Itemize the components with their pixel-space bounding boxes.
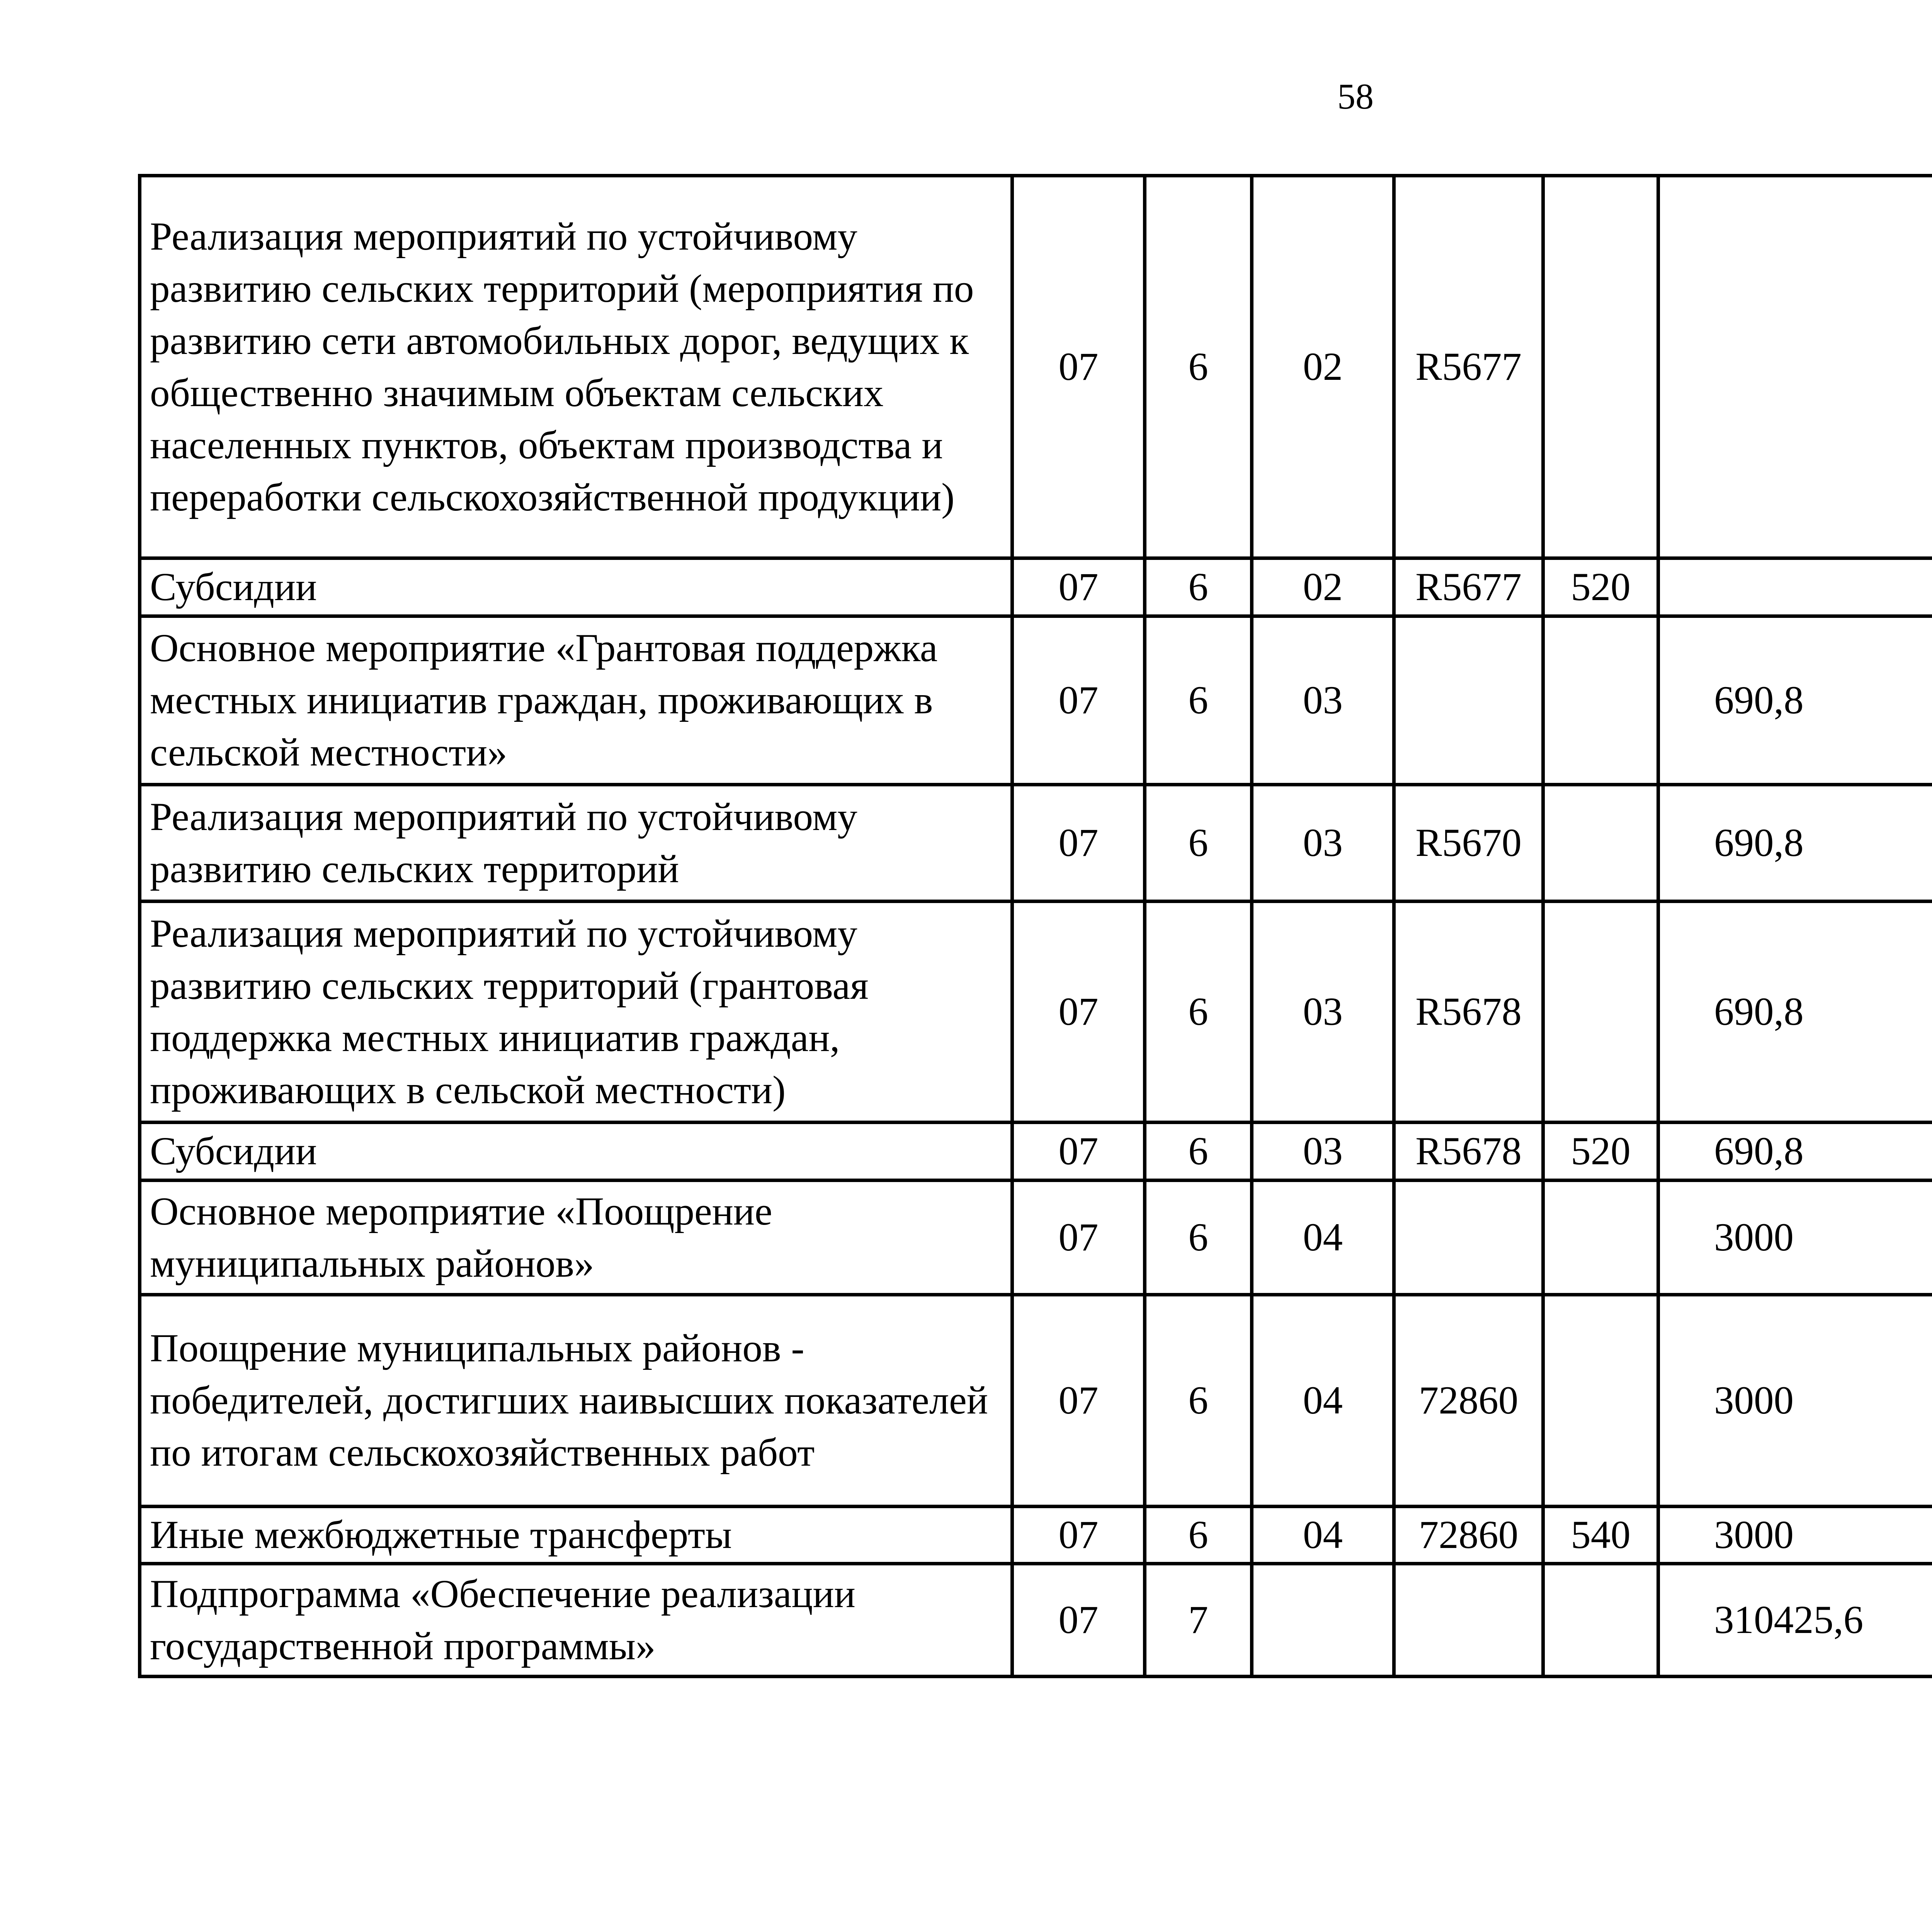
amount-1: 3000 xyxy=(1658,1180,1932,1295)
table-row xyxy=(140,1123,1932,1180)
table-row xyxy=(140,1507,1932,1564)
code-subprogram: 03 xyxy=(1252,1123,1394,1180)
code-program: 6 xyxy=(1145,616,1252,785)
amount-1: 690,8 xyxy=(1658,785,1932,902)
code-section: 07 xyxy=(1012,176,1145,558)
table-row xyxy=(140,902,1932,1123)
code-expense-type: 520 xyxy=(1543,1123,1658,1180)
code-section: 07 xyxy=(1012,1295,1145,1507)
code-program: 6 xyxy=(1145,1295,1252,1507)
code-target: R5678 xyxy=(1394,1123,1543,1180)
code-section: 07 xyxy=(1012,616,1145,785)
amount-1: 690,8 xyxy=(1658,902,1932,1123)
amount-1 xyxy=(1658,558,1932,616)
code-program: 6 xyxy=(1145,1180,1252,1295)
code-target xyxy=(1394,616,1543,785)
code-subprogram: 02 xyxy=(1252,176,1394,558)
table-row xyxy=(140,558,1932,616)
code-target: 72860 xyxy=(1394,1295,1543,1507)
code-expense-type xyxy=(1543,902,1658,1123)
code-program: 6 xyxy=(1145,176,1252,558)
code-section: 07 xyxy=(1012,1180,1145,1295)
amount-1: 310425,6 xyxy=(1658,1564,1932,1677)
code-program: 6 xyxy=(1145,558,1252,616)
amount-1: 690,8 xyxy=(1658,616,1932,785)
code-expense-type xyxy=(1543,1180,1658,1295)
row-name: Поощрение муниципальных районов - победителей, достигших наивысших показателей по итогам сельскохозяйственных работ xyxy=(140,1295,1012,1507)
code-section: 07 xyxy=(1012,1123,1145,1180)
code-expense-type: 520 xyxy=(1543,558,1658,616)
code-target: 72860 xyxy=(1394,1507,1543,1564)
code-subprogram: 04 xyxy=(1252,1507,1394,1564)
code-subprogram: 03 xyxy=(1252,616,1394,785)
code-program: 6 xyxy=(1145,1507,1252,1564)
code-program: 6 xyxy=(1145,785,1252,902)
code-program: 7 xyxy=(1145,1564,1252,1677)
code-expense-type xyxy=(1543,785,1658,902)
amount-1: 3000 xyxy=(1658,1507,1932,1564)
code-program: 6 xyxy=(1145,902,1252,1123)
code-subprogram: 04 xyxy=(1252,1295,1394,1507)
code-target: R5678 xyxy=(1394,902,1543,1123)
code-program: 6 xyxy=(1145,1123,1252,1180)
code-target: R5677 xyxy=(1394,176,1543,558)
code-expense-type xyxy=(1543,616,1658,785)
row-name: Иные межбюджетные трансферты xyxy=(140,1507,1012,1564)
code-expense-type xyxy=(1543,176,1658,558)
row-name: Подпрограмма «Обеспечение реализации государственной программы» xyxy=(140,1564,1012,1677)
code-expense-type xyxy=(1543,1564,1658,1677)
code-subprogram: 04 xyxy=(1252,1180,1394,1295)
code-subprogram: 03 xyxy=(1252,902,1394,1123)
amount-1: 3000 xyxy=(1658,1295,1932,1507)
code-subprogram xyxy=(1252,1564,1394,1677)
code-section: 07 xyxy=(1012,785,1145,902)
table-row xyxy=(140,1295,1932,1507)
code-expense-type: 540 xyxy=(1543,1507,1658,1564)
code-target xyxy=(1394,1564,1543,1677)
budget-table xyxy=(138,174,1932,1678)
code-target xyxy=(1394,1180,1543,1295)
code-target: R5677 xyxy=(1394,558,1543,616)
table-row xyxy=(140,1180,1932,1295)
code-target: R5670 xyxy=(1394,785,1543,902)
amount-1 xyxy=(1658,176,1932,558)
table-row xyxy=(140,1564,1932,1677)
row-name: Основное мероприятие «Грантовая поддержка местных инициатив граждан, проживающих в сельской местности» xyxy=(140,616,1012,785)
code-section: 07 xyxy=(1012,1564,1145,1677)
code-section: 07 xyxy=(1012,558,1145,616)
table-row xyxy=(140,785,1932,902)
table-row xyxy=(140,176,1932,558)
table-row xyxy=(140,616,1932,785)
row-name: Реализация мероприятий по устойчивому развитию сельских территорий (мероприятия по развитию сети автомобильных дорог, ведущих к общественно значимым объектам сельских населенных пунктов, объектам производства и переработки сельскохозяйственной продукции) xyxy=(140,176,1012,558)
row-name: Реализация мероприятий по устойчивому развитию сельских территорий xyxy=(140,785,1012,902)
page-number: 58 xyxy=(1337,77,1374,117)
code-subprogram: 02 xyxy=(1252,558,1394,616)
code-section: 07 xyxy=(1012,1507,1145,1564)
code-expense-type xyxy=(1543,1295,1658,1507)
row-name: Субсидии xyxy=(140,558,1012,616)
row-name: Основное мероприятие «Поощрение муниципальных районов» xyxy=(140,1180,1012,1295)
row-name: Реализация мероприятий по устойчивому развитию сельских территорий (грантовая поддержка местных инициатив граждан, проживающих в сельской местности) xyxy=(140,902,1012,1123)
row-name: Субсидии xyxy=(140,1123,1012,1180)
code-subprogram: 03 xyxy=(1252,785,1394,902)
amount-1: 690,8 xyxy=(1658,1123,1932,1180)
code-section: 07 xyxy=(1012,902,1145,1123)
